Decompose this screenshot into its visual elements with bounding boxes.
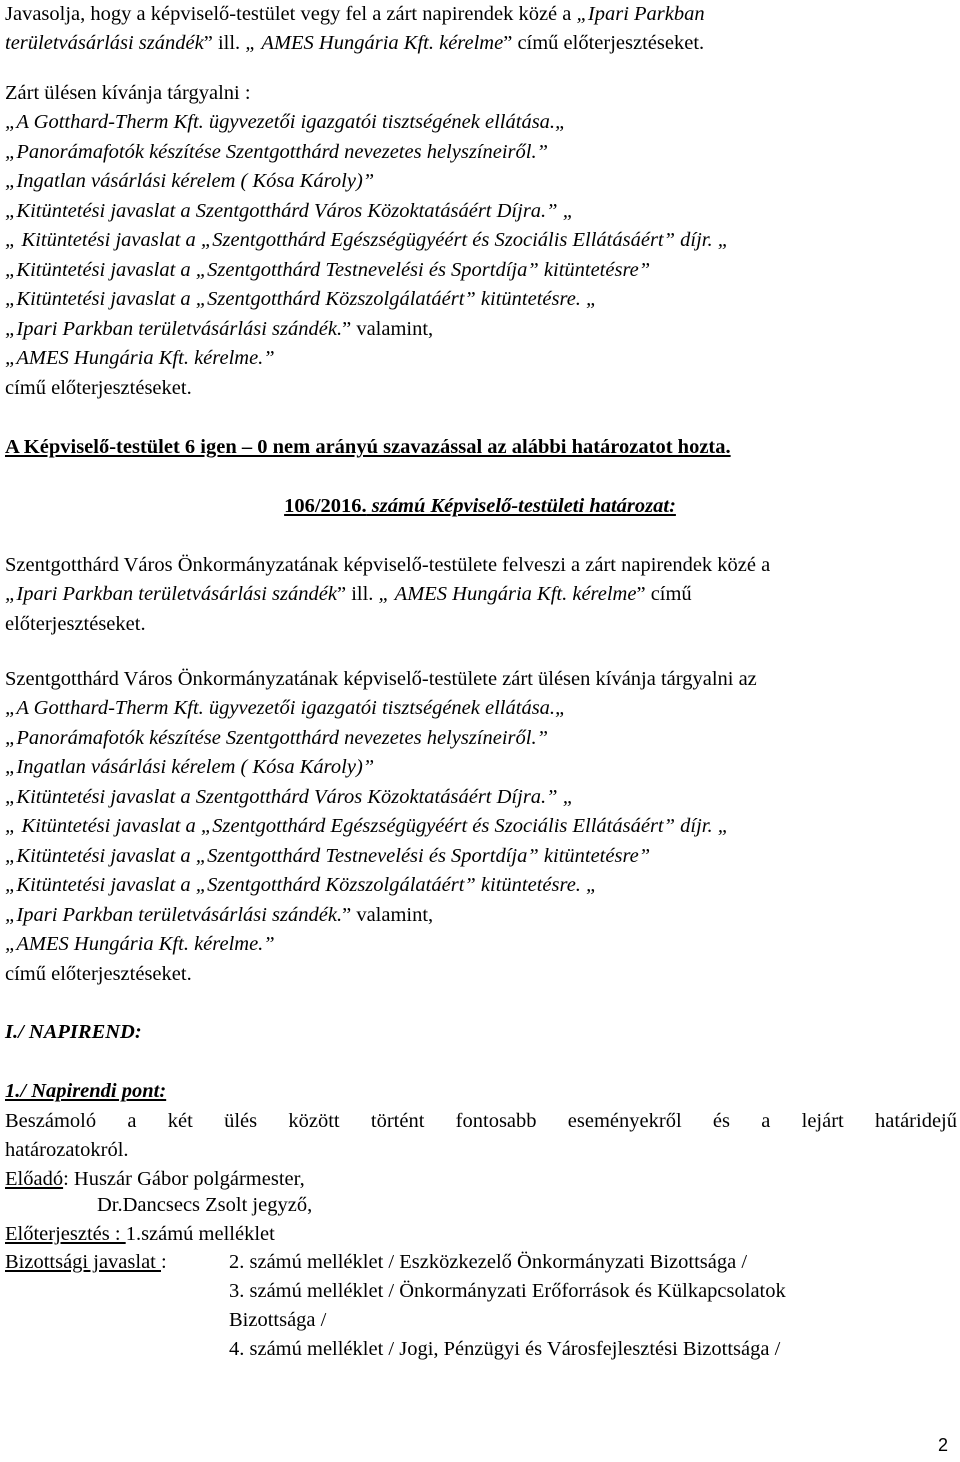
closed-item: „Panorámafotók készítése Szentgotthárd nevezetes helyszíneiről.” xyxy=(5,141,548,163)
ill-text: ” ill. xyxy=(336,583,379,605)
resolution-para-2: Szentgotthárd Város Önkormányzatának képviselő-testülete zárt ülésen kívánja tárgyalni az xyxy=(5,668,757,690)
closed-item-ames: „AMES Hungária Kft. kérelme.” xyxy=(5,347,275,369)
intro-ipari-cont: területvásárlási szándék xyxy=(5,32,204,54)
cimu-text: című előterjesztéseket. xyxy=(5,377,192,399)
resolution-para-1: Szentgotthárd Város Önkormányzatának képviselő-testülete felveszi a zárt napirendek közé a xyxy=(5,554,771,576)
resolution-number: 106/2016. xyxy=(284,495,367,517)
cimu-text: című előterjesztéseket. xyxy=(5,963,192,985)
committee-item: 2. számú melléklet / Eszközkezelő Önkormányzati Bizottsága / xyxy=(229,1251,748,1273)
closed-item: „Kitüntetési javaslat a „Szentgotthárd Testnevelési és Sportdíja” kitüntetésre” xyxy=(5,845,651,867)
presenter-label: Előadó xyxy=(5,1168,64,1190)
agenda-description-cont: határozatokról. xyxy=(5,1139,129,1161)
intro-cimu: ” című előterjesztéseket. xyxy=(503,32,705,54)
closed-item-ames: „AMES Hungária Kft. kérelme.” xyxy=(5,933,275,955)
ames-text: „ AMES Hungária Kft. kérelme xyxy=(378,583,637,605)
ipari-text: „Ipari Parkban területvásárlási szándék xyxy=(5,583,337,605)
intro-line-2 xyxy=(5,29,704,58)
cimu-text: ” című xyxy=(636,583,692,605)
closed-item: „A Gotthard-Therm Kft. ügyvezetői igazgatói tisztségének ellátása.„ xyxy=(5,111,567,133)
closed-item: „Ingatlan vásárlási kérelem ( Kósa Károly)” xyxy=(5,170,375,192)
agenda-heading: I./ NAPIREND: xyxy=(5,1021,142,1043)
closed-item: „ Kitüntetési javaslat a „Szentgotthárd Egészségügyéért és Szociális Ellátásáért” díjr. „ xyxy=(5,229,730,251)
presenter-name-2: Dr.Dancsecs Zsolt jegyző, xyxy=(97,1194,313,1216)
committee-label: Bizottsági javaslat xyxy=(5,1251,161,1273)
proposal-line xyxy=(5,1220,275,1249)
resolution-title xyxy=(0,492,960,521)
closed-item: „A Gotthard-Therm Kft. ügyvezetői igazgatói tisztségének ellátása.„ xyxy=(5,697,567,719)
intro-line-1 xyxy=(5,0,705,29)
page-number: 2 xyxy=(937,1435,948,1455)
closed-item: „Kitüntetési javaslat a „Szentgotthárd Közszolgálatáért” kitüntetésre. „ xyxy=(5,874,598,896)
agenda-point-title: 1./ Napirendi pont: xyxy=(5,1080,167,1102)
ipari-text: „Ipari Parkban területvásárlási szándék. xyxy=(5,318,343,340)
presenter-line xyxy=(5,1165,305,1194)
proposal-value: 1.számú melléklet xyxy=(125,1223,275,1245)
closed-item: „ Kitüntetési javaslat a „Szentgotthárd Egészségügyéért és Szociális Ellátásáért” díjr. „ xyxy=(5,815,730,837)
closed-item-ipari xyxy=(5,901,433,930)
committee-line xyxy=(5,1248,167,1277)
resolution-para-1-line-3: előterjesztéseket. xyxy=(5,613,146,635)
intro-text: Javasolja, hogy a képviselő-testület vegy fel a zárt napirendek közé a xyxy=(5,3,577,25)
closed-item: „Kitüntetési javaslat a „Szentgotthárd Testnevelési és Sportdíja” kitüntetésre” xyxy=(5,259,651,281)
closed-item: „Kitüntetési javaslat a Szentgotthárd Város Közoktatásáért Díjra.” „ xyxy=(5,786,575,808)
committee-colon: : xyxy=(161,1251,167,1273)
closed-item: „Kitüntetési javaslat a „Szentgotthárd Közszolgálatáért” kitüntetésre. „ xyxy=(5,288,598,310)
presenter-name: : Huszár Gábor polgármester, xyxy=(63,1168,305,1190)
closed-item: „Ingatlan vásárlási kérelem ( Kósa Károly)” xyxy=(5,756,375,778)
committee-item: Bizottsága / xyxy=(229,1309,327,1331)
committee-item: 3. számú melléklet / Önkormányzati Erőforrások és Külkapcsolatok xyxy=(229,1280,786,1302)
resolution-label: számú Képviselő-testületi határozat: xyxy=(366,495,676,517)
closed-session-label: Zárt ülésen kívánja tárgyalni : xyxy=(5,82,251,104)
intro-ipari: „Ipari Parkban xyxy=(576,3,705,25)
ipari-text: „Ipari Parkban területvásárlási szándék. xyxy=(5,904,343,926)
vote-statement: A Képviselő-testület 6 igen – 0 nem arányú szavazással az alábbi határozatot hozta. xyxy=(5,436,731,458)
closed-item: „Panorámafotók készítése Szentgotthárd nevezetes helyszíneiről.” xyxy=(5,727,548,749)
committee-item: 4. számú melléklet / Jogi, Pénzügyi és Városfejlesztési Bizottsága / xyxy=(229,1338,781,1360)
valamint-text: ” valamint, xyxy=(342,904,434,926)
agenda-description: Beszámoló a két ülés között történt fontosabb eseményekről és a lejárt határidejű xyxy=(5,1110,957,1132)
proposal-label: Előterjesztés : xyxy=(5,1223,126,1245)
intro-ames: „ AMES Hungária Kft. kérelme xyxy=(245,32,504,54)
intro-ill: ” ill. xyxy=(203,32,246,54)
closed-item-ipari xyxy=(5,315,433,344)
closed-item: „Kitüntetési javaslat a Szentgotthárd Város Közoktatásáért Díjra.” „ xyxy=(5,200,575,222)
valamint-text: ” valamint, xyxy=(342,318,434,340)
resolution-para-1-line-2 xyxy=(5,580,692,609)
